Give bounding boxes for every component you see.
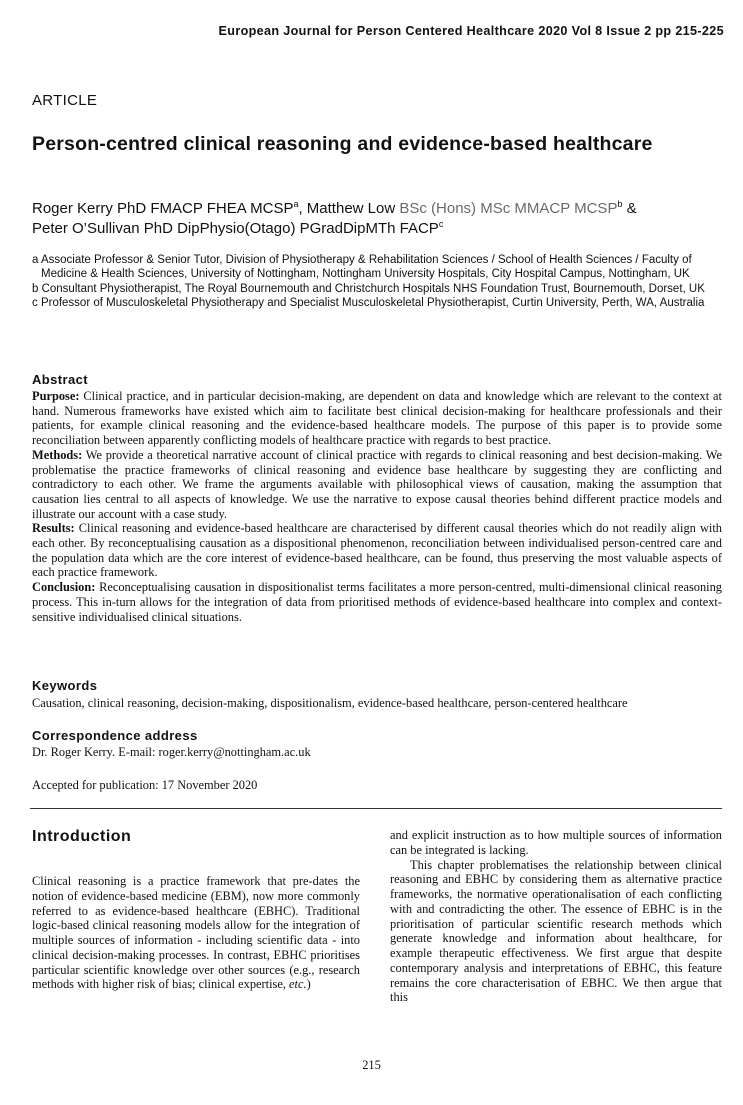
affiliation-c: c Professor of Musculoskeletal Physiotherapy and Specialist Musculoskeletal Physiotherapist, Curtin University, Perth, WA, Australia: [32, 297, 705, 310]
affiliations: [32, 253, 722, 311]
abstract-purpose-label: Purpose:: [32, 389, 80, 403]
author-2-affiliation-mark: b: [617, 199, 623, 209]
abstract-heading: Abstract: [32, 372, 88, 387]
introduction-heading: Introduction: [32, 828, 132, 845]
keywords-heading: Keywords: [32, 678, 98, 693]
abstract-conclusion-text: Reconceptualising causation in dispositionalist terms facilitates a more person-centred, multi-dimensional clinical reasoning process. This in-turn allows for the integration of data from prioritised methods of evidence-based healthcare into complex and context-sensitive individualised clinical situations.: [32, 580, 722, 624]
accepted-date: Accepted for publication: 17 November 2020: [32, 778, 258, 792]
author-1-affiliation-mark: a: [293, 199, 299, 209]
intro-paragraph-1-etc: etc.: [289, 977, 307, 992]
author-2-qualifications: BSc (Hons) MSc MMACP MCSP: [399, 200, 618, 217]
abstract-conclusion: [32, 580, 722, 624]
author-separator: &: [622, 200, 637, 217]
intro-paragraph-1-continued: and explicit instruction as to how multiple sources of information can be integrated is lacking.: [390, 828, 722, 857]
abstract-purpose: [32, 389, 722, 448]
abstract-purpose-text: Clinical practice, and in particular decision-making, are dependent on data and knowledge which are relevant to the context at hand. Numerous frameworks have existed which aim to facilitate best clinical decision-making for healthcare professionals and their patients, for example clinical reasoning and the evidence-based healthcare models. The purpose of this paper is to provide some reconciliation between apparently conflicting models of healthcare practice with regards to best practice.: [32, 389, 722, 448]
author-3-name: Peter O’Sullivan PhD DipPhysio(Otago) PGradDipMTh FACP: [32, 220, 439, 237]
body-column-left: [32, 874, 360, 992]
intro-paragraph-1-text: Clinical reasoning is a practice framework that pre-dates the notion of evidence-based medicine (EBM), now more commonly referred to as evidence-based healthcare (EBHC). Traditional logic-based clinical reasoning models allow for the integration of multiple sources of information - including scientific data - into clinical decision-making processes. In contrast, EBHC prioritises particular scientific knowledge over other sources (e.g., research methods with higher risk of bias; clinical expertise,: [32, 874, 360, 992]
intro-paragraph-1-end: ): [306, 977, 311, 992]
abstract-methods: [32, 448, 722, 522]
affiliation-a: a Associate Professor & Senior Tutor, Division of Physiotherapy & Rehabilitation Sciences / School of Health Sciences / Faculty of Medicine & Health Sciences, University of Nottingham, Nottingham University Hospitals, City Hospital Campus, Nottingham, UK: [32, 254, 692, 281]
author-3-affiliation-mark: c: [438, 219, 444, 229]
intro-paragraph-2: This chapter problematises the relationship between clinical reasoning and EBHC by considering them as alternative practice frameworks, the normative operationalisation of each conflicting with and contradicting the other. The essence of EBHC is in the prioritisation of particular scientific research methods which generate knowledge and information about healthcare, for example therapeutic effectiveness. We first argue that despite contemporary analysis and interpretations of EBHC, this feature remains the core characterisation of EBHC. We then argue that this: [390, 857, 722, 1005]
author-list: [32, 199, 722, 239]
affiliation-b: b Consultant Physiotherapist, The Royal Bournemouth and Christchurch Hospitals NHS Foundation Trust, Bournemouth, Dorset, UK: [32, 282, 705, 295]
author-separator: , Matthew Low: [298, 200, 400, 217]
body-column-right: [390, 828, 722, 1005]
intro-paragraph-1: [32, 874, 360, 992]
abstract-body: [32, 389, 722, 624]
abstract-results-label: Results:: [32, 521, 75, 536]
author-1-name: Roger Kerry PhD FMACP FHEA MCSP: [32, 200, 294, 217]
abstract-conclusion-label: Conclusion:: [32, 580, 96, 595]
keywords-text: Causation, clinical reasoning, decision-making, dispositionalism, evidence-based healthcare, person-centered healthcare: [32, 696, 628, 710]
section-divider: [30, 808, 722, 809]
correspondence-text: Dr. Roger Kerry. E-mail: roger.kerry@nottingham.ac.uk: [32, 745, 311, 759]
abstract-results-text: Clinical reasoning and evidence-based healthcare are characterised by different causal theories which do not readily align with each other. By reconceptualising causation as a dispositional phenomenon, reconciliation between individualised person-centred care and the population data which are the core interest of evidence-based healthcare, can be found, thus preserving the most valuable aspects of each practice framework.: [32, 521, 722, 580]
abstract-results: [32, 521, 722, 580]
correspondence-heading: Correspondence address: [32, 728, 198, 743]
article-title: Person-centred clinical reasoning and evidence-based healthcare: [32, 133, 653, 155]
page-number: 215: [362, 1058, 381, 1072]
journal-header: European Journal for Person Centered Healthcare 2020 Vol 8 Issue 2 pp 215-225: [218, 24, 724, 38]
abstract-methods-text: We provide a theoretical narrative account of clinical practice with regards to clinical reasoning and best decision-making. We problematise the practice frameworks of clinical reasoning and evidence base healthcare by suggesting they are conflicting and contradictory to each other. We frame the arguments available with philosophical views of causation, making the assumption that causation lies central to all aspects of knowledge. We use the narrative to expose causal theories behind different practice models and illustrate our account with a case study.: [32, 447, 722, 521]
article-type-label: ARTICLE: [32, 92, 98, 109]
abstract-methods-label: Methods:: [32, 447, 83, 462]
